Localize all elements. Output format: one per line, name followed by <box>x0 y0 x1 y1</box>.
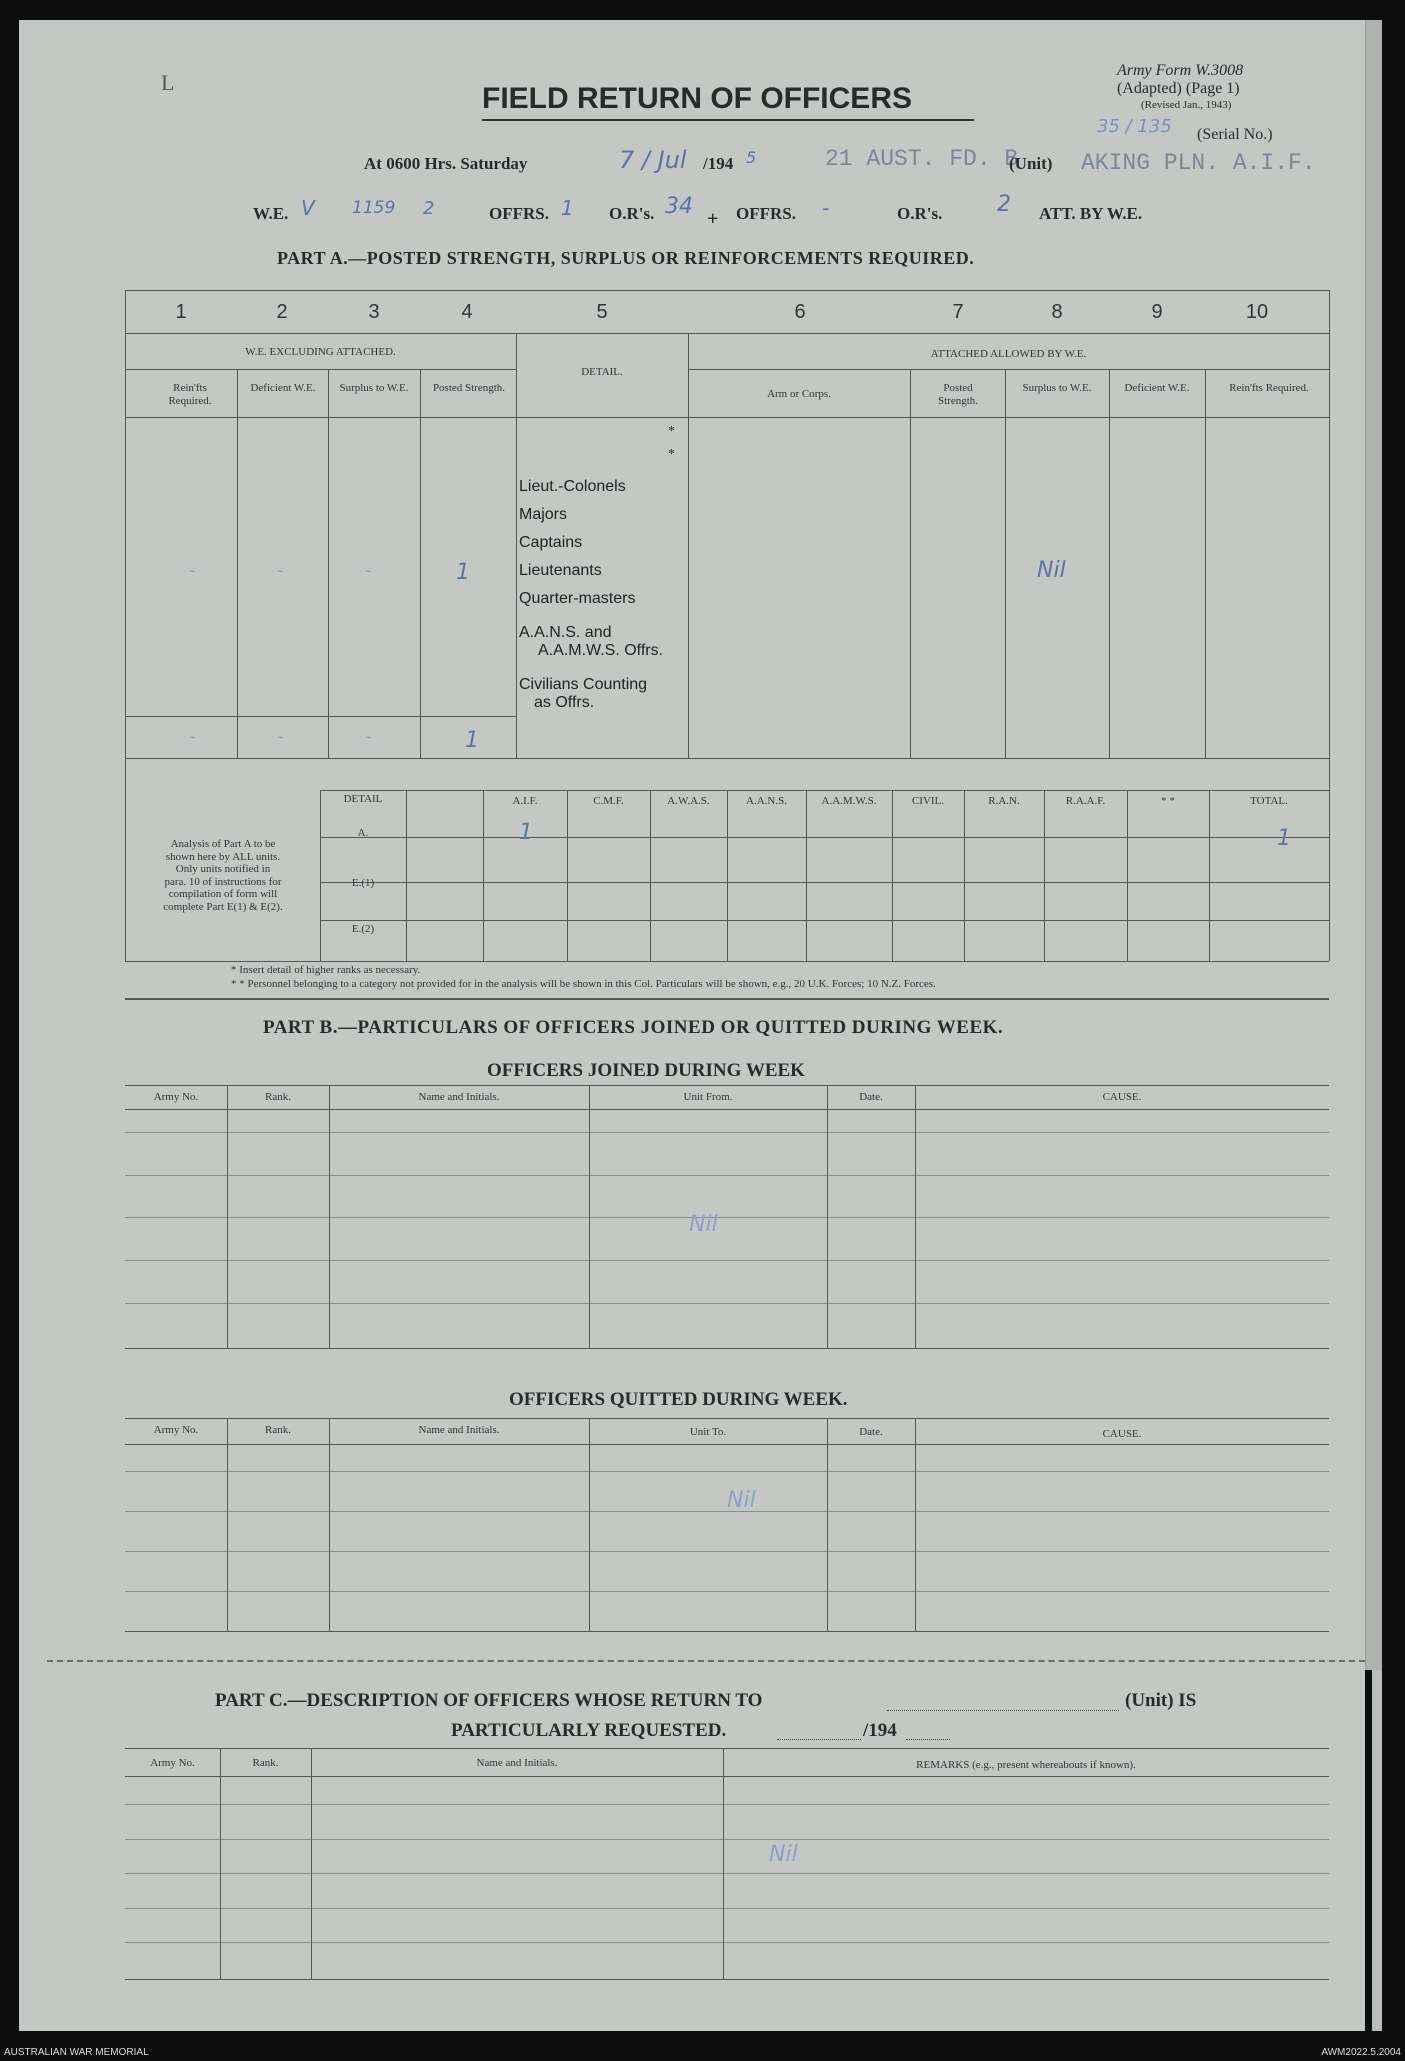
quitted-hdr-cause: CAUSE. <box>1102 1428 1142 1440</box>
att-label: ATT. BY W.E. <box>1039 204 1143 223</box>
hw-col2: - <box>277 560 284 581</box>
grid-line <box>125 716 516 717</box>
hw-col1: - <box>189 560 196 581</box>
part-c-hdr-name: Name and Initials. <box>476 1757 558 1769</box>
grid-line <box>483 790 484 961</box>
hdr-posted-4: Posted Strength. <box>432 382 506 394</box>
grid-line <box>964 790 965 961</box>
star-1: * <box>668 424 675 439</box>
grid-line <box>328 369 329 758</box>
footer-accession-number: AWM2022.5.2004 <box>1321 2047 1401 2058</box>
grid-line <box>125 290 126 758</box>
hdr-arm-corps-6: Arm or Corps. <box>767 388 831 400</box>
grid-line <box>125 1444 1329 1445</box>
grid-line <box>125 1591 1329 1592</box>
grid-line <box>227 1418 228 1631</box>
analysis-hdr-ran: R.A.N. <box>988 795 1020 807</box>
hw-analysis-aif: 1 <box>519 820 533 845</box>
footnote-2: * * Personnel belonging to a category not provided for in the analysis will be shown in this Col. Particulars will be shown, e.g., 20 U.K. Forces; 10 N.Z. Forces. <box>231 978 936 990</box>
unit-stamp-a: 21 AUST. FD. B <box>825 146 1019 172</box>
grid-line <box>125 369 516 370</box>
grid-line <box>125 1418 1329 1419</box>
offrs-label: OFFRS. <box>489 204 549 223</box>
joined-hdr-cause: CAUSE. <box>1102 1091 1142 1103</box>
col-number-9: 9 <box>1151 301 1163 323</box>
analysis-hdr-raaf: R.A.A.F. <box>1065 795 1106 807</box>
analysis-hdr-civil: CIVIL. <box>911 795 945 807</box>
paper-edge-strip <box>1365 20 1382 1670</box>
grid-line <box>237 369 238 758</box>
we-hw-2: 1159 <box>352 198 396 218</box>
quitted-title: OFFICERS QUITTED DURING WEEK. <box>509 1389 848 1410</box>
analysis-row-e2: E.(2) <box>351 923 375 935</box>
year-label: /194 <box>703 154 734 173</box>
ors-hw: 34 <box>665 194 693 219</box>
grid-line <box>329 1085 330 1348</box>
grid-line <box>1329 290 1330 758</box>
grid-line <box>915 1418 916 1631</box>
grid-line <box>125 1217 1329 1218</box>
hdr-deficient-2: Deficient W.E. <box>250 382 316 394</box>
serial-number-hw: 35 / 135 <box>1097 116 1172 137</box>
analysis-hdr-detail: DETAIL <box>343 793 383 805</box>
hw-total-col4: 1 <box>465 728 479 753</box>
grid-line <box>125 998 1329 1000</box>
form-adapted: (Adapted) (Page 1) <box>1117 80 1240 97</box>
form-revised: (Revised Jan., 1943) <box>1141 99 1232 111</box>
col-number-8: 8 <box>1051 301 1063 323</box>
detail-header: DETAIL. <box>581 366 623 378</box>
joined-hdr-unit-from: Unit From. <box>683 1091 733 1103</box>
form-title: FIELD RETURN OF OFFICERS <box>482 82 912 115</box>
quitted-hdr-rank: Rank. <box>265 1424 291 1436</box>
hw-analysis-total: 1 <box>1277 826 1291 851</box>
we-label: W.E. <box>253 204 289 223</box>
hw-total-col2: - <box>277 726 284 747</box>
paper-edge-strip-lower <box>1372 1670 1382 2031</box>
we-hw-1: V <box>301 196 315 220</box>
grid-line <box>1127 790 1128 961</box>
grid-line <box>727 790 728 961</box>
hdr-reinfts-10: Rein'fts Required. <box>1229 382 1309 394</box>
rank-lieut-colonels: Lieut.-Colonels <box>519 478 626 495</box>
footnote-1: * Insert detail of higher ranks as necessary. <box>231 964 421 976</box>
joined-hdr-name: Name and Initials. <box>418 1091 500 1103</box>
part-c-hdr-rank: Rank. <box>252 1757 279 1769</box>
col-number-7: 7 <box>952 301 964 323</box>
grid-line <box>125 1132 1329 1133</box>
ors-label: O.R's. <box>609 204 655 223</box>
grid-line <box>892 790 893 961</box>
rank-lieutenants: Lieutenants <box>519 562 602 579</box>
part-a-title: PART A.—POSTED STRENGTH, SURPLUS OR REINFORCEMENTS REQUIRED. <box>277 248 975 268</box>
rank-aamws: A.A.M.W.S. Offrs. <box>538 642 664 659</box>
ors2-label: O.R's. <box>897 204 943 223</box>
grid-line <box>516 333 517 758</box>
joined-title: OFFICERS JOINED DURING WEEK <box>487 1060 805 1081</box>
grid-line <box>125 1839 1329 1840</box>
grid-line <box>125 333 1329 334</box>
grid-line <box>567 790 568 961</box>
hw-col8: Nil <box>1037 558 1066 583</box>
analysis-hdr-cmf: C.M.F. <box>593 795 624 807</box>
grid-line <box>227 1085 228 1348</box>
col-number-3: 3 <box>368 301 380 323</box>
grid-line <box>589 1085 590 1348</box>
we-hw-3: 2 <box>423 198 435 219</box>
unit-label: (Unit) <box>1009 154 1053 173</box>
form-paper <box>19 20 1365 2031</box>
title-underline <box>482 119 974 121</box>
hw-total-col3: - <box>365 726 372 747</box>
rank-majors: Majors <box>519 506 568 523</box>
part-c-title-date: /194 <box>863 1720 897 1741</box>
grid-line <box>311 1748 312 1979</box>
grid-line <box>125 1776 1329 1777</box>
analysis-note-line: Only units notified in <box>175 863 271 875</box>
grid-line <box>406 790 407 961</box>
year-hw: 5 <box>746 148 757 167</box>
grid-line <box>125 1348 1329 1349</box>
col-number-4: 4 <box>461 301 473 323</box>
grid-line <box>125 758 126 961</box>
joined-nil-hw: Nil <box>689 1212 718 1237</box>
rank-captains: Captains <box>519 534 583 551</box>
unit-stamp-b: AKING PLN. A.I.F. <box>1081 150 1316 176</box>
grid-line <box>125 1873 1329 1874</box>
part-b-title: PART B.—PARTICULARS OF OFFICERS JOINED OR QUITTED DURING WEEK. <box>263 1017 1004 1038</box>
analysis-hdr-aif: A.I.F. <box>512 795 538 807</box>
grid-line <box>125 1303 1329 1304</box>
rank-civilians: Civilians Counting <box>519 676 648 693</box>
date-hw: 7 / Jul <box>619 146 687 174</box>
grid-line <box>827 1418 828 1631</box>
col-number-1: 1 <box>175 301 187 323</box>
form-id: Army Form W.3008 <box>1117 62 1244 79</box>
grid-line <box>910 369 911 758</box>
part-c-unit-blank <box>887 1694 1119 1711</box>
analysis-hdr-total: TOTAL. <box>1250 795 1288 807</box>
serial-label: (Serial No.) <box>1197 126 1273 143</box>
hdr-surplus-8: Surplus to W.E. <box>1022 382 1092 394</box>
hdr-surplus-3: Surplus to W.E. <box>339 382 409 394</box>
part-c-hdr-remarks: REMARKS (e.g., present whereabouts if known). <box>916 1759 1136 1771</box>
part-c-title-b: PARTICULARLY REQUESTED. <box>451 1720 727 1741</box>
at-hours-label: At 0600 Hrs. Saturday <box>364 154 528 173</box>
grid-line <box>688 369 1329 370</box>
attached-header: ATTACHED ALLOWED BY W.E. <box>930 348 1087 360</box>
grid-line <box>320 837 1329 838</box>
grid-line <box>723 1748 724 1979</box>
part-c-title-a: PART C.—DESCRIPTION OF OFFICERS WHOSE RETURN TO <box>215 1690 763 1711</box>
grid-line <box>125 1551 1329 1552</box>
part-c-date-blank <box>777 1725 861 1740</box>
analysis-note-line: Analysis of Part A to be <box>170 838 276 850</box>
analysis-row-e1: E.(1) <box>351 877 375 889</box>
offrs-hw: 1 <box>561 196 574 220</box>
grid-line <box>125 758 1329 759</box>
grid-line <box>1109 369 1110 758</box>
grid-line <box>329 1418 330 1631</box>
hw-col3: - <box>365 560 372 581</box>
rank-quarter-masters: Quarter-masters <box>519 590 636 607</box>
grid-line <box>125 1748 1329 1749</box>
grid-line <box>125 1471 1329 1472</box>
quitted-hdr-army-no: Army No. <box>153 1424 199 1436</box>
part-c-hdr-army-no: Army No. <box>150 1757 195 1769</box>
perforation-line <box>47 1660 1365 1662</box>
grid-line <box>1329 758 1330 961</box>
grid-line <box>125 417 1329 418</box>
grid-line <box>125 290 1329 291</box>
hw-col4: 1 <box>456 560 470 585</box>
analysis-note-line: compilation of form will <box>168 888 278 900</box>
part-c-title-unit: (Unit) IS <box>1125 1690 1197 1711</box>
col-number-10: 10 <box>1245 301 1269 323</box>
grid-line <box>650 790 651 961</box>
part-c-nil-hw: Nil <box>769 1842 798 1867</box>
col-number-6: 6 <box>794 301 806 323</box>
rank-aans: A.A.N.S. and <box>519 624 612 641</box>
hdr-posted-7: Posted Strength. <box>937 382 979 407</box>
grid-line <box>125 1942 1329 1943</box>
grid-line <box>320 920 1329 921</box>
grid-line <box>320 790 1329 791</box>
joined-hdr-rank: Rank. <box>265 1091 291 1103</box>
analysis-note-line: shown here by ALL units. <box>165 850 281 863</box>
col-number-2: 2 <box>276 301 288 323</box>
grid-line <box>125 1631 1329 1632</box>
offrs2-label: OFFRS. <box>736 204 796 223</box>
corner-mark: L <box>161 70 175 95</box>
quitted-hdr-name: Name and Initials. <box>418 1424 500 1436</box>
grid-line <box>125 1804 1329 1805</box>
analysis-row-a: A. <box>357 827 369 839</box>
quitted-nil-hw: Nil <box>727 1488 756 1513</box>
analysis-hdr-aamws: A.A.M.W.S. <box>821 795 877 807</box>
footer-archive-label: AUSTRALIAN WAR MEMORIAL <box>4 2047 149 2058</box>
offrs2-hw: - <box>822 196 830 220</box>
analysis-hdr-other: * * <box>1161 795 1175 807</box>
grid-line <box>125 1260 1329 1261</box>
plus-sign: + <box>707 208 719 230</box>
quitted-hdr-date: Date. <box>859 1426 883 1438</box>
grid-line <box>915 1085 916 1348</box>
rank-as-offrs: as Offrs. <box>534 694 595 711</box>
quitted-hdr-unit-to: Unit To. <box>689 1426 727 1438</box>
ors2-hw: 2 <box>997 192 1011 217</box>
grid-line <box>125 1908 1329 1909</box>
grid-line <box>1209 790 1210 961</box>
col-number-5: 5 <box>596 301 608 323</box>
hdr-deficient-9: Deficient W.E. <box>1124 382 1190 394</box>
we-excluding-header: W.E. EXCLUDING ATTACHED. <box>245 346 396 358</box>
analysis-note <box>133 838 313 913</box>
analysis-hdr-awas: A.W.A.S. <box>667 795 710 807</box>
grid-line <box>125 1175 1329 1176</box>
analysis-note-line: para. 10 of instructions for <box>164 875 282 888</box>
joined-hdr-army-no: Army No. <box>153 1091 199 1103</box>
grid-line <box>220 1748 221 1979</box>
analysis-hdr-aans: A.A.N.S. <box>746 795 787 807</box>
grid-line <box>125 1979 1329 1980</box>
grid-line <box>420 369 421 758</box>
grid-line <box>827 1085 828 1348</box>
grid-line <box>125 1085 1329 1086</box>
grid-line <box>125 1109 1329 1110</box>
joined-hdr-date: Date. <box>859 1091 883 1103</box>
star-2: * <box>668 447 675 462</box>
hdr-reinfts-1: Rein'fts Required. <box>168 382 212 407</box>
analysis-note-line: complete Part E(1) & E(2). <box>163 900 283 913</box>
grid-line <box>806 790 807 961</box>
grid-line <box>320 882 1329 883</box>
hw-total-col1: - <box>189 726 196 747</box>
grid-line <box>1005 369 1006 758</box>
part-c-year-blank <box>906 1725 950 1740</box>
grid-line <box>125 961 1329 962</box>
grid-line <box>1205 369 1206 758</box>
grid-line <box>1044 790 1045 961</box>
grid-line <box>589 1418 590 1631</box>
